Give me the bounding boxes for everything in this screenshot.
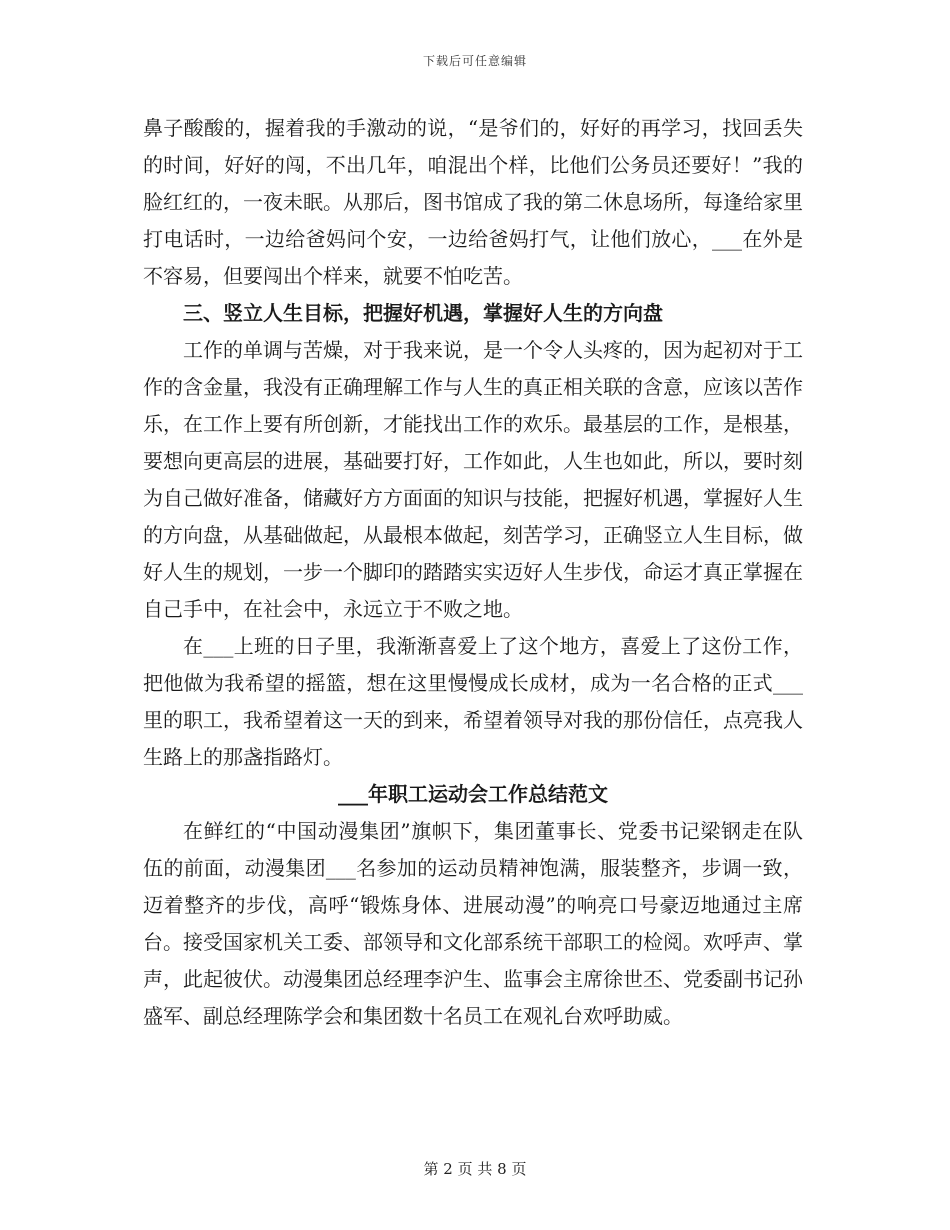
document-body [143, 110, 803, 1035]
page-number: 第 2 页 共 8 页 [423, 1160, 527, 1178]
section-heading: 三、竖立人生目标，把握好机遇，掌握好人生的方向盘 [183, 301, 663, 325]
paragraph-continued: 鼻子酸酸的，握着我的手激动的说，“是爷们的，好好的再学习，找回丢失的时间，好好的闯，不出几年，咱混出个样，比他们公务员还要好！”我的脸红红的，一夜未眠。从那后，图书馆成了我的第二休息场所，每逢给家里打电话时，一边给爸妈问个安，一边给爸妈打气，让他们放心，___在外是不容易，但要闯出个样来，就要不怕吃苦。 [143, 116, 803, 288]
paragraph: 在___上班的日子里，我渐渐喜爱上了这个地方，喜爱上了这份工作，把他做为我希望的摇篮，想在这里慢慢成长成材，成为一名合格的正式___里的职工，我希望着这一天的到来，希望着领导对我的那份信任，点亮我人生路上的那盏指路灯。 [143, 634, 803, 769]
page-header: 下载后可任意编辑 [422, 54, 527, 68]
paragraph: 工作的单调与苦燥，对于我来说，是一个令人头疼的，因为起初对于工作的含金量，我没有正确理解工作与人生的真正相关联的含意，应该以苦作乐，在工作上要有所创新，才能找出工作的欢乐。最基层的工作，是根基，要想向更高层的进展，基础要打好，工作如此，人生也如此，所以，要时刻为自己做好准备，储藏好方方面面的知识与技能，把握好机遇，掌握好人生的方向盘，从基础做起，从最根本做起，刻苦学习，正确竖立人生目标，做好人生的规划，一步一个脚印的踏踏实实迈好人生步伐，命运才真正掌握在自己手中，在社会中，永远立于不败之地。 [143, 338, 803, 621]
article-title: ___年职工运动会工作总结范文 [338, 782, 608, 806]
paragraph: 在鲜红的“中国动漫集团”旗帜下，集团董事长、党委书记梁钢走在队伍的前面，动漫集团___名参加的运动员精神饱满，服装整齐，步调一致，迈着整齐的步伐，高呼“锻炼身体、进展动漫”的响亮口号豪迈地通过主席台。接受国家机关工委、部领导和文化部系统干部职工的检阅。欢呼声、掌声，此起彼伏。动漫集团总经理李沪生、监事会主席徐世丕、党委副书记孙盛军、副总经理陈学会和集团数十名员工在观礼台欢呼助威。 [143, 819, 803, 1028]
